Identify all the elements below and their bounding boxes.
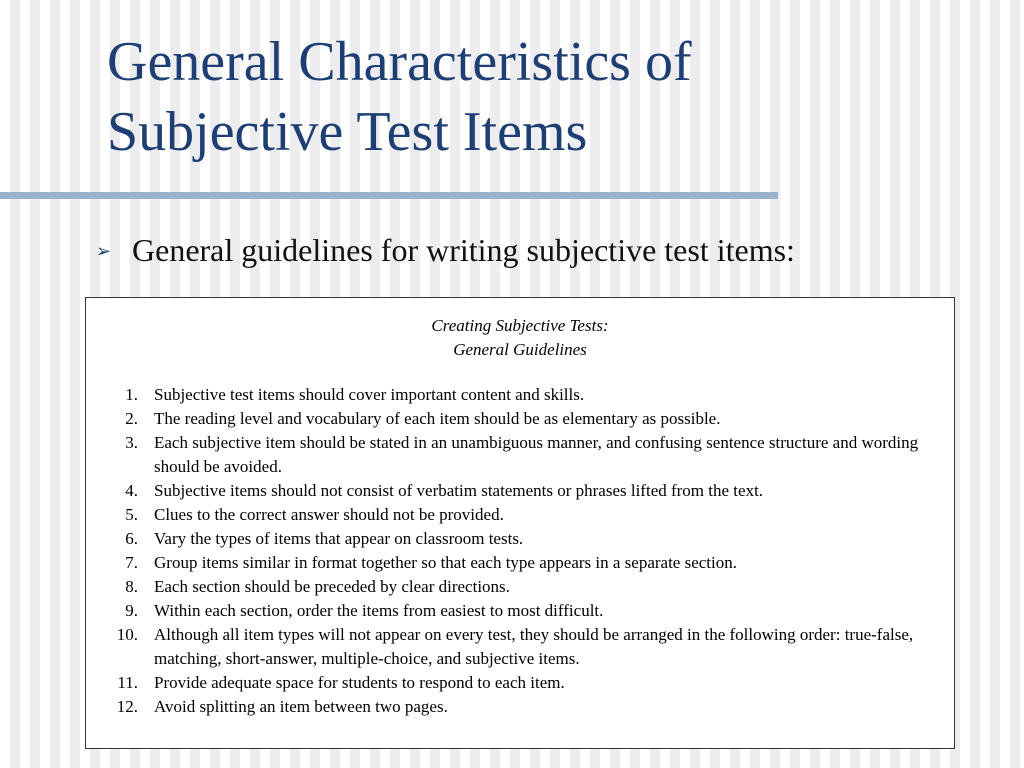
- guideline-text: Subjective items should not consist of verbatim statements or phrases lifted from the text.: [154, 481, 764, 500]
- guideline-number: 3.: [125, 433, 138, 452]
- guideline-text: Provide adequate space for students to respond to each item.: [154, 673, 565, 692]
- guideline-item: [86, 431, 954, 479]
- guideline-number: 2.: [125, 409, 138, 428]
- guideline-item: [86, 479, 954, 503]
- guidelines-heading-line-2: General Guidelines: [453, 340, 587, 359]
- guideline-number: 10.: [116, 625, 138, 644]
- guideline-number: 1.: [125, 385, 138, 404]
- guideline-item: [86, 599, 954, 623]
- guideline-text: Avoid splitting an item between two pages.: [154, 697, 448, 716]
- slide-title-line-1: General Characteristics of: [107, 31, 692, 93]
- guideline-text: Vary the types of items that appear on classroom tests.: [154, 529, 524, 548]
- guideline-item: [86, 671, 954, 695]
- guideline-item: [86, 551, 954, 575]
- guideline-number: 5.: [125, 505, 138, 524]
- guideline-text: Within each section, order the items from easiest to most difficult.: [154, 601, 604, 620]
- slide-title: [107, 27, 987, 167]
- guideline-text: Group items similar in format together so that each type appears in a separate section.: [154, 553, 737, 572]
- guideline-text: Each section should be preceded by clear directions.: [154, 577, 510, 596]
- guideline-text: Each subjective item should be stated in an unambiguous manner, and confusing sentence structure and wording should be avoided.: [154, 433, 919, 476]
- guideline-item: [86, 623, 954, 671]
- guideline-number: 11.: [117, 673, 138, 692]
- guideline-number: 7.: [125, 553, 138, 572]
- guideline-number: 6.: [125, 529, 138, 548]
- guideline-text: Clues to the correct answer should not be provided.: [154, 505, 504, 524]
- guideline-number: 4.: [125, 481, 138, 500]
- bullet-text: General guidelines for writing subjective test items:: [132, 232, 795, 268]
- guideline-item: [86, 527, 954, 551]
- arrow-bullet-icon: ➢: [96, 241, 112, 262]
- guideline-item: [86, 407, 954, 431]
- bullet-point: [96, 228, 976, 272]
- guideline-item: [86, 383, 954, 407]
- title-underline-rule: [0, 192, 778, 199]
- guidelines-list: [86, 383, 954, 719]
- slide-title-line-2: Subjective Test Items: [107, 101, 588, 163]
- guideline-item: [86, 695, 954, 719]
- guidelines-box: [85, 297, 955, 749]
- guidelines-heading-line-1: Creating Subjective Tests:: [431, 316, 609, 335]
- guideline-number: 12.: [116, 697, 138, 716]
- guideline-text: The reading level and vocabulary of each item should be as elementary as possible.: [154, 409, 721, 428]
- guideline-item: [86, 575, 954, 599]
- guidelines-heading: [86, 314, 954, 362]
- guideline-item: [86, 503, 954, 527]
- guideline-number: 8.: [125, 577, 138, 596]
- guideline-number: 9.: [125, 601, 138, 620]
- guideline-text: Although all item types will not appear on every test, they should be arranged in the following order: true-false, matching, short-answer, multiple-choice, and subjective items.: [154, 625, 914, 668]
- guideline-text: Subjective test items should cover important content and skills.: [154, 385, 585, 404]
